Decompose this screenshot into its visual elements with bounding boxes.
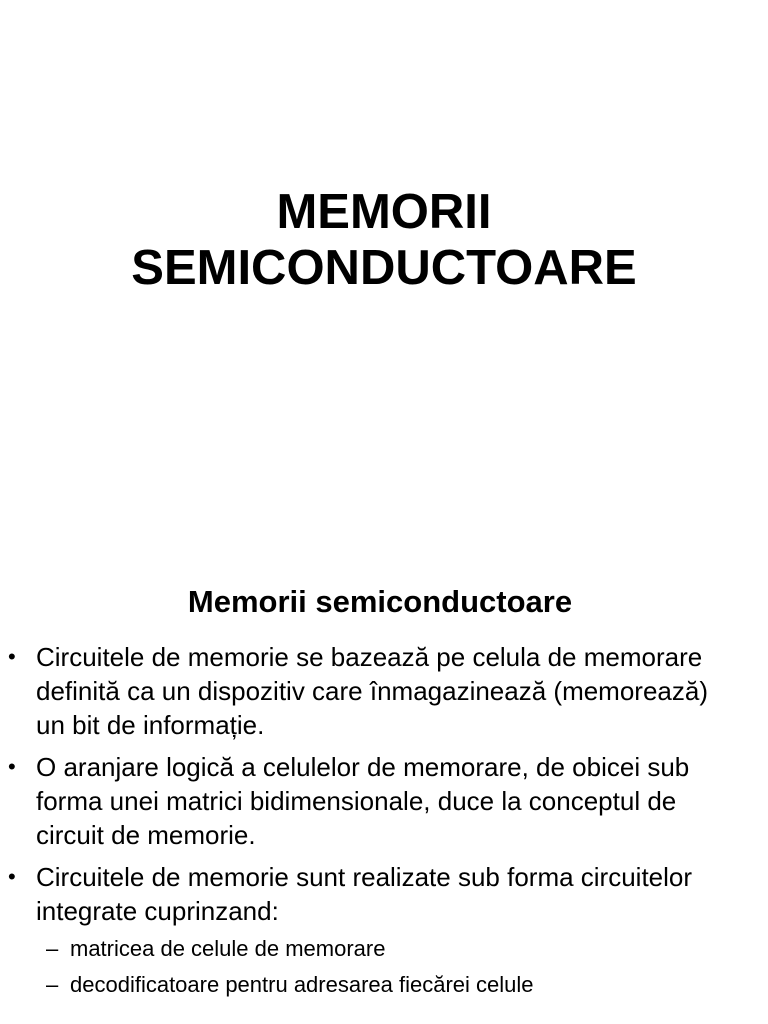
dash-icon: –	[46, 936, 59, 961]
sub-bullet-list	[36, 934, 738, 1000]
content-slide	[0, 576, 768, 1024]
sub-bullet-text: matricea de celule de memorare	[70, 936, 386, 961]
slide-heading: Memorii semiconductoare	[187, 584, 573, 619]
bullet-list	[0, 640, 768, 1008]
bullet-dot-icon: •	[8, 754, 16, 779]
sub-bullet-item	[36, 934, 738, 964]
sub-bullet-text: decodificatoare pentru adresarea fiecărei celule	[70, 972, 534, 997]
bullet-item	[0, 750, 768, 852]
bullet-item	[0, 640, 768, 742]
title-line-2: SEMICONDUCTOARE	[131, 241, 637, 295]
bullet-item	[0, 860, 768, 1000]
bullet-dot-icon: •	[8, 644, 16, 669]
bullet-text: Circuitele de memorie sunt realizate sub forma circuitelor integrate cuprinzand:	[36, 862, 693, 926]
presentation-title	[0, 184, 768, 296]
sub-bullet-item	[36, 970, 738, 1000]
bullet-dot-icon: •	[8, 864, 16, 889]
title-line-1: MEMORII	[276, 185, 492, 239]
dash-icon: –	[46, 972, 59, 997]
bullet-text: O aranjare logică a celulelor de memorare, de obicei sub forma unei matrici bidimensionale, duce la conceptul de circuit de memorie.	[36, 752, 690, 850]
bullet-text: Circuitele de memorie se bazează pe celula de memorare definită ca un dispozitiv care înmagazinează (memorează) un bit de informație.	[36, 642, 709, 740]
